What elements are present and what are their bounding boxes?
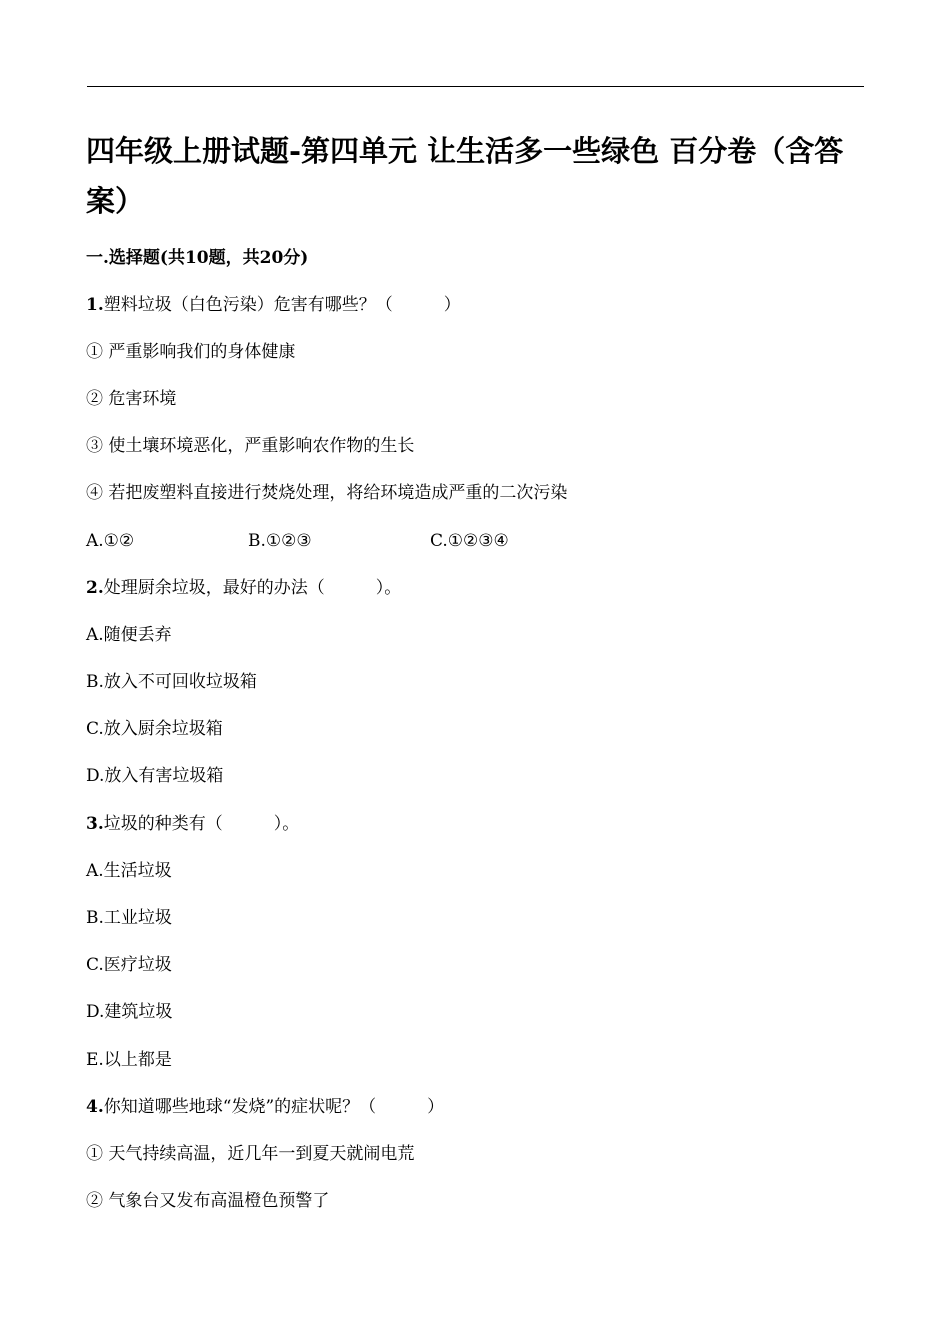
option-b: B.①②③ — [248, 531, 312, 551]
question-text: 塑料垃圾（白色污染）危害有哪些？（ ） — [103, 295, 461, 315]
option-b: B.放入不可回收垃圾箱 — [86, 672, 257, 692]
document-title: 四年级上册试题-第四单元 让生活多一些绿色 百分卷（含答案） — [86, 134, 844, 218]
list-item: ④ 若把废塑料直接进行焚烧处理，将给环境造成严重的二次污染 — [86, 483, 568, 503]
list-item: ② 危害环境 — [86, 389, 177, 409]
list-item: ② 气象台又发布高温橙色预警了 — [86, 1191, 330, 1211]
option-d: D.建筑垃圾 — [86, 1002, 173, 1022]
option-c: C.医疗垃圾 — [86, 955, 172, 975]
question-text: 你知道哪些地球“发烧”的症状呢？（ ） — [103, 1097, 445, 1117]
option-e: E.以上都是 — [86, 1050, 172, 1070]
question-1 — [86, 293, 461, 317]
option-a: A.生活垃圾 — [86, 861, 172, 881]
header-rule — [87, 86, 864, 87]
option-b: B.工业垃圾 — [86, 908, 172, 928]
question-number: 2. — [86, 578, 104, 598]
question-number: 3. — [86, 814, 104, 834]
section-heading: 一.选择题(共10题，共20分) — [86, 248, 309, 268]
question-number: 4. — [86, 1097, 104, 1117]
option-d: D.放入有害垃圾箱 — [86, 766, 224, 786]
question-3 — [86, 812, 299, 836]
option-a: A.①② — [86, 531, 135, 551]
option-c: C.放入厨余垃圾箱 — [86, 719, 223, 739]
question-text: 处理厨余垃圾，最好的办法（ ）。 — [103, 578, 402, 598]
question-text: 垃圾的种类有（ ）。 — [103, 814, 300, 834]
question-2 — [86, 576, 401, 600]
option-c: C.①②③④ — [430, 531, 509, 551]
list-item: ① 严重影响我们的身体健康 — [86, 342, 296, 362]
list-item: ① 天气持续高温，近几年一到夏天就闹电荒 — [86, 1144, 415, 1164]
question-number: 1. — [86, 295, 104, 315]
list-item: ③ 使土壤环境恶化，严重影响农作物的生长 — [86, 436, 415, 456]
question-4 — [86, 1095, 444, 1119]
option-a: A.随便丢弃 — [86, 625, 172, 645]
